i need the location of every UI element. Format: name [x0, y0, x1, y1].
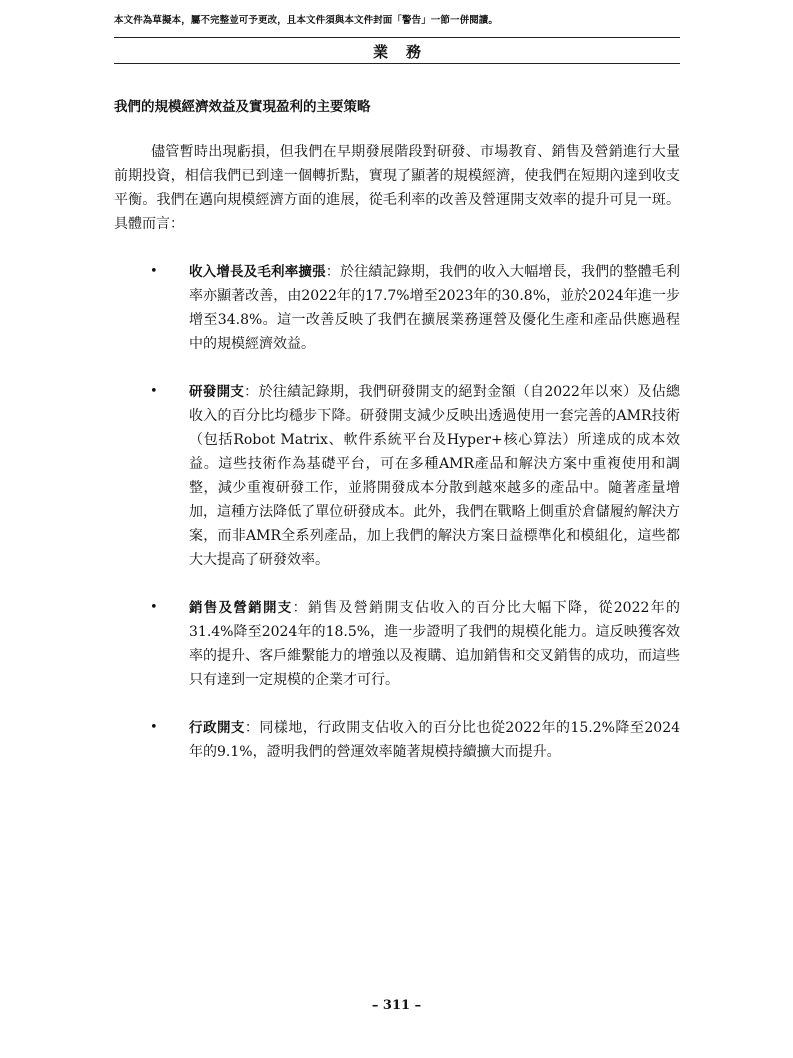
bullet-text: ：銷售及營銷開支佔收入的百分比大幅下降，從2022年的31.4%降至2024年的18.5%，進一步證明了我們的規模化能力。這反映獲客效率的提升、客戶維繫能力的增強以及複購、追加銷售和交叉銷售的成功，而這些只有達到一定規模的企業才可行。 — [189, 600, 680, 688]
strategy-bullet-list — [114, 260, 680, 764]
bullet-text: ：於往績記錄期，我們的收入大幅增長，我們的整體毛利率亦顯著改善，由2022年的17.7%增至2023年的30.8%，並於2024年進一步增至34.8%。這一改善反映了我們在擴展業務運營及優化生產和產品供應過程中的規模經濟效益。 — [189, 264, 680, 352]
bullet-term: 收入增長及毛利率擴張 — [189, 264, 326, 280]
bullet-rnd-expenses — [114, 380, 680, 572]
bullet-dot-icon: • — [150, 600, 158, 615]
page-number: – 311 – — [371, 998, 422, 1013]
bullet-dot-icon: • — [150, 264, 158, 279]
bullet-term: 銷售及營銷開支 — [189, 600, 293, 616]
bullet-admin-expenses — [114, 716, 680, 764]
bullet-term: 行政開支 — [189, 720, 245, 736]
bullet-term: 研發開支 — [189, 384, 245, 400]
draft-disclaimer: 本文件為草擬本，屬不完整並可予更改，且本文件須與本文件封面「警告」一節一併閱讀。 — [114, 15, 499, 26]
header-rule-bottom — [114, 63, 680, 64]
section-title: 業務 — [372, 43, 439, 61]
bullet-dot-icon: • — [150, 384, 158, 399]
header-rule-top — [114, 37, 680, 38]
intro-paragraph: 儘管暫時出現虧損，但我們在早期發展階段對研發、市場教育、銷售及營銷進行大量前期投資，相信我們已到達一個轉折點，實現了顯著的規模經濟，使我們在短期內達到收支平衡。我們在邁向規模經濟方面的進展，從毛利率的改善及營運開支效率的提升可見一斑。具體而言： — [114, 144, 680, 232]
bullet-revenue-margin — [114, 260, 680, 356]
bullet-sales-marketing — [114, 596, 680, 692]
strategy-heading: 我們的規模經濟效益及實現盈利的主要策略 — [114, 99, 371, 115]
bullet-text: ：同樣地，行政開支佔收入的百分比也從2022年的15.2%降至2024年的9.1%，證明我們的營運效率隨著規模持續擴大而提升。 — [189, 720, 681, 760]
bullet-text: ：於往績記錄期，我們研發開支的絕對金額（自2022年以來）及佔總收入的百分比均穩步下降。研發開支減少反映出透過使用一套完善的AMR技術（包括Robot Matrix、軟件系統平台及Hyper+核心算法）所達成的成本效益。這些技術作為基礎平台，可在多種AMR產品和解決方案中重複使用和調整，減少重複研發工作，並將開發成本分散到越來越多的產品中。隨著產量增加，這種方法降低了單位研發成本。此外，我們在戰略上側重於倉儲履約解決方案，而非AMR全系列產品，加上我們的解決方案日益標準化和模組化，這些都大大提高了研發效率。 — [189, 384, 680, 568]
bullet-dot-icon: • — [150, 720, 158, 735]
